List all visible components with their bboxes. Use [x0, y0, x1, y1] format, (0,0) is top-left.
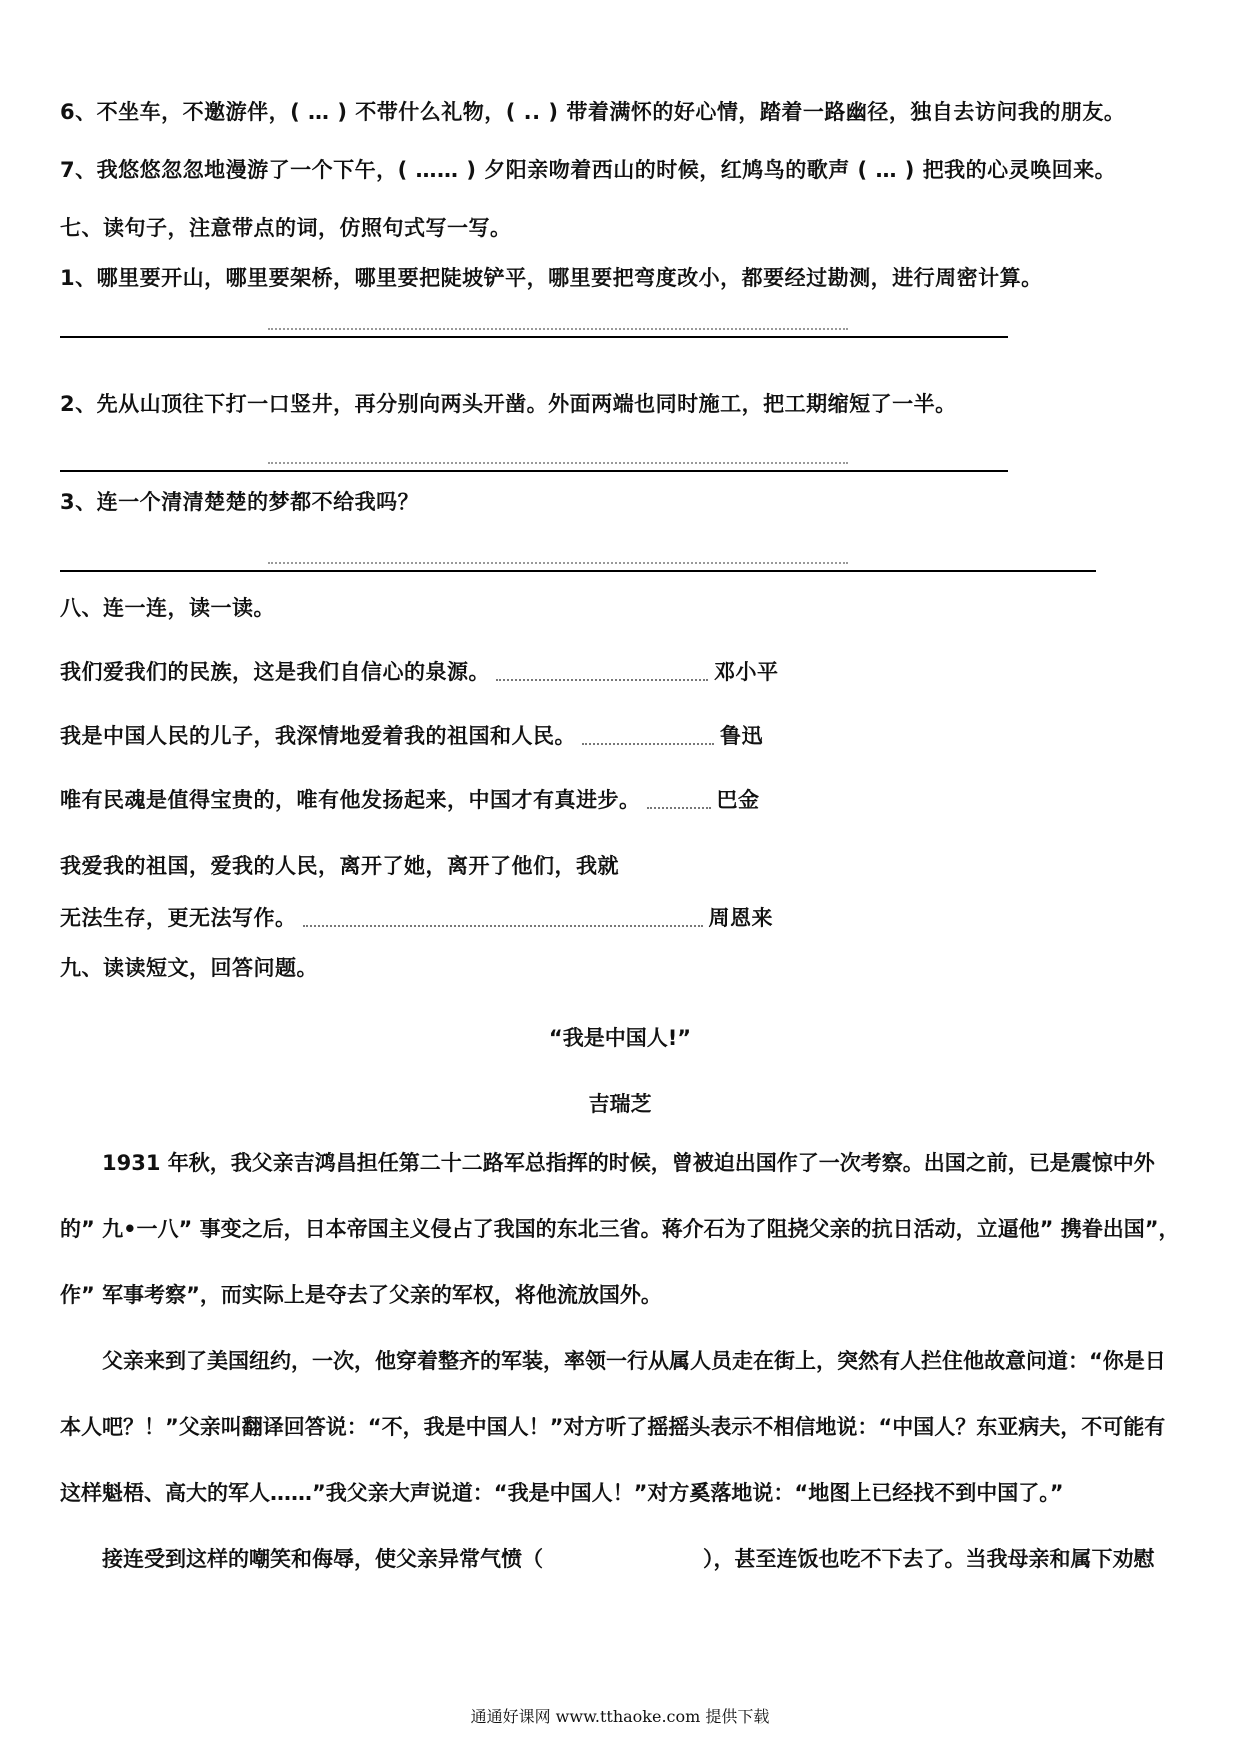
match-row-1 [60, 658, 779, 686]
answer-dots-2 [268, 462, 848, 464]
match-row-2 [60, 722, 763, 750]
question-7: 7、我悠悠忽忽地漫游了一个下午，( …… ) 夕阳亲吻着西山的时候，红鸠鸟的歌声 ( … ) 把我的心灵唤回来。 [60, 158, 1117, 182]
match-name: 邓小平 [714, 660, 779, 684]
section-8-heading: 八、连一连，读一读。 [60, 596, 275, 620]
article-author: 吉瑞芝 [588, 1092, 652, 1116]
question-6: 6、不坐车，不邀游伴，( … ) 不带什么礼物，( .. ) 带着满怀的好心情，踏着一路幽径，独自去访问我的朋友。 [60, 100, 1126, 124]
paragraph-1: 1931 年秋，我父亲吉鸿昌担任第二十二路军总指挥的时候，曾被迫出国作了一次考察。出国之前，已是震惊中外的” 九•一八” 事变之后，日本帝国主义侵占了我国的东北三省。蒋介石为了阻挠父亲的抗日活动，立逼他” 携眷出国”，作” 军事考察”，而实际上是夺去了父亲的军权，将他流放国外。 [60, 1151, 1180, 1307]
answer-line-3[interactable] [60, 570, 1096, 572]
answer-line-1[interactable] [60, 336, 1008, 338]
match-dots [647, 793, 711, 809]
match-name: 巴金 [716, 788, 760, 812]
article-body [60, 1130, 1180, 1592]
match-row-4-line-2 [60, 904, 773, 932]
match-dots [303, 911, 703, 927]
paragraph-3-end: ），甚至连饭也吃不下去了。当我母亲和属下劝慰 [703, 1547, 1155, 1571]
match-dots [496, 665, 708, 681]
answer-dots-3 [268, 562, 848, 564]
match-dots [582, 729, 714, 745]
sentence-7-3: 3、连一个清清楚楚的梦都不给我吗？ [60, 490, 420, 514]
sentence-7-2: 2、先从山顶往下打一口竖井，再分别向两头开凿。外面两端也同时施工，把工期缩短了一半。 [60, 392, 957, 416]
match-quote: 我们爱我们的民族，这是我们自信心的泉源。 [60, 660, 490, 684]
sentence-7-1: 1、哪里要开山，哪里要架桥，哪里要把陡坡铲平，哪里要把弯度改小，都要经过勘测，进行周密计算。 [60, 266, 1043, 290]
answer-line-2[interactable] [60, 470, 1008, 472]
match-quote: 我是中国人民的儿子，我深情地爱着我的祖国和人民。 [60, 724, 576, 748]
paragraph-3-start: 接连受到这样的嘲笑和侮辱，使父亲异常气愤（ [102, 1547, 543, 1571]
paragraph-3 [60, 1526, 1180, 1592]
match-quote: 无法生存，更无法写作。 [60, 906, 297, 930]
match-row-4-line-1: 我爱我的祖国，爱我的人民，离开了她，离开了他们，我就 [60, 854, 619, 878]
match-name: 鲁迅 [720, 724, 763, 748]
paragraph-2: 父亲来到了美国纽约，一次，他穿着整齐的军装，率领一行从属人员走在街上，突然有人拦住他故意问道：“你是日本人吧？！”父亲叫翻译回答说：“不，我是中国人！”对方听了摇摇头表示不相信地说：“中国人？东亚病夫，不可能有这样魁梧、高大的军人……”我父亲大声说道：“我是中国人！”对方奚落地说：“地图上已经找不到中国了。” [60, 1349, 1166, 1505]
match-row-3 [60, 786, 760, 814]
match-name: 周恩来 [708, 906, 773, 930]
section-9-heading: 九、读读短文，回答问题。 [60, 956, 318, 980]
answer-dots-1 [268, 328, 848, 330]
article-title: “我是中国人!” [548, 1026, 692, 1050]
footer: 通通好课网 www.tthaoke.com 提供下载 [470, 1707, 770, 1726]
match-quote: 唯有民魂是值得宝贵的，唯有他发扬起来，中国才有真进步。 [60, 788, 641, 812]
section-7-heading: 七、读句子，注意带点的词，仿照句式写一写。 [60, 216, 512, 240]
